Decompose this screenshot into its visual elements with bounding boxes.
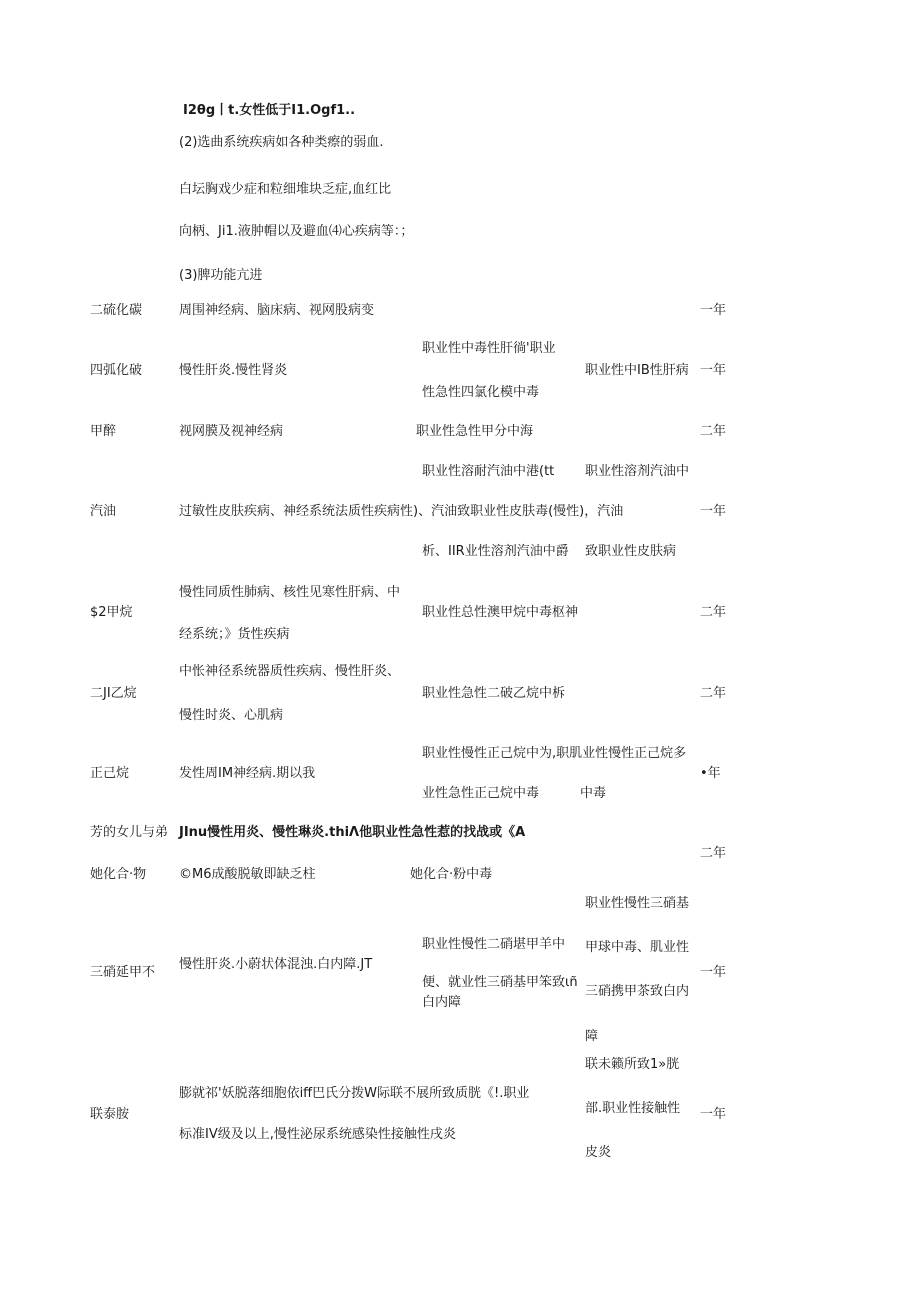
- row-10-disease-c: 白内障: [422, 995, 462, 1010]
- row-7-period: •年: [700, 766, 721, 781]
- row-10-disease-b: 便、就业性三硝基甲笨致ιñ: [422, 975, 578, 990]
- row-5-substance: $2甲烷: [90, 605, 133, 620]
- row-2-contraindication: 慢性肝炎.慢性肾炎: [179, 363, 288, 378]
- row-10-disease-a: 职业性慢性二硝堪甲羊中: [422, 937, 566, 952]
- row-11-contraindication-a: 膨就祁'妖脱落细胞依iff巴氏分拨W际联不展所致质胱《!.职业: [179, 1086, 530, 1101]
- row-3-period: 二年: [700, 424, 727, 439]
- row-1-substance: 二硫化碳: [90, 303, 143, 318]
- row-11-contraindication-b: 标准IV级及以上,慢性泌尿系统感染性接触性戌炎: [179, 1127, 456, 1142]
- row-7-disease-bottom: 业性急性正己烷中毒: [422, 786, 540, 801]
- row-5-period: 二年: [700, 605, 727, 620]
- header-line-3: 白坛胸戏少症和粒细堆块乏症,血红比: [179, 182, 392, 197]
- row-5-contraindication-b: 经系统；》货性疾病: [179, 627, 290, 642]
- row-11-substance: 联泰胺: [90, 1107, 130, 1122]
- row-10-contraindication: 慢性肝炎.小蔚状体混浊.白内障.JT: [179, 957, 373, 972]
- row-1-period: 一年: [700, 303, 727, 318]
- row-8-period: 二年: [700, 846, 727, 861]
- row-7-disease-extra-bottom: 中毒: [580, 786, 607, 801]
- row-8-substance: 芳的女儿与弟: [90, 825, 169, 840]
- row-9-substance: 她化合·物: [90, 867, 147, 882]
- row-7-substance: 正己烷: [90, 766, 130, 781]
- row-11-disease-extra-c: 皮炎: [585, 1145, 612, 1160]
- row-3-substance: 甲醉: [90, 424, 117, 439]
- row-1-contraindication: 周围神经病、脑床病、视网股病变: [179, 303, 375, 318]
- row-11-disease-extra-b: 部.职业性接触性: [585, 1101, 681, 1116]
- row-4-substance: 汽油: [90, 504, 117, 519]
- header-line-4: 向柄、Ji1.液肿帽以及避血⑷心疾病等：；: [179, 224, 414, 239]
- row-5-disease: 职业性总性澳甲烷中毒枢神: [422, 605, 579, 620]
- row-3-disease: 职业性急性甲分中海: [416, 424, 534, 439]
- row-11-period: 一年: [700, 1107, 727, 1122]
- row-10-disease-extra-c: 三硝携甲茶致白内: [585, 984, 690, 999]
- row-4-disease-top: 职业性溶耐汽油中港(tt: [422, 464, 555, 479]
- row-2-substance: 四弧化破: [90, 363, 143, 378]
- row-2-period: 一年: [700, 363, 727, 378]
- row-7-contraindication: 发性周IM神经病.期以我: [179, 766, 316, 781]
- row-4-disease-extra-bottom: 致职业性皮肤病: [585, 544, 677, 559]
- row-2-disease-extra: 职业性中IB性肝病: [585, 363, 689, 378]
- row-10-period: 一年: [700, 965, 727, 980]
- row-11-disease-extra-a: 联未籁所致1»胱: [585, 1057, 680, 1072]
- row-4-disease-bottom: 析、IIR业性溶剂汽油中爵: [422, 544, 569, 559]
- row-6-substance: 二JI乙烷: [90, 686, 137, 701]
- row-9-disease: 她化合·粉中毒: [410, 867, 493, 882]
- row-4-period: 一年: [700, 504, 727, 519]
- row-10-disease-extra-b: 甲球中毒、肌业性: [585, 940, 690, 955]
- row-2-disease-b: 性急性四氯化模中毒: [422, 385, 540, 400]
- row-10-substance: 三硝延甲不: [90, 965, 156, 980]
- row-6-contraindication-b: 慢性时炎、心肌病: [179, 708, 284, 723]
- row-8-contraindication: JInu慢性用炎、慢性琳炎.thiΛ他职业性急性惹的找战或《A: [179, 825, 526, 840]
- header-line-2: (2)选曲系统疾病如各种类瘵的弱血.: [179, 135, 384, 150]
- row-2-disease-a: 职业性中毒性肝徜'职业: [422, 341, 556, 356]
- header-line-5: (3)脾功能亢进: [179, 268, 263, 283]
- row-3-contraindication: 视网膜及视神经病: [179, 424, 284, 439]
- row-4-disease-extra-top: 职业性溶剂汽油中: [585, 464, 690, 479]
- row-10-disease-extra-d: 障: [585, 1029, 599, 1044]
- row-10-disease-extra-a: 职业性慢性三硝基: [585, 896, 690, 911]
- row-6-period: 二年: [700, 686, 727, 701]
- row-7-disease-top: 职业性慢性正己烷中为,职肌业性慢性正己烷多: [422, 746, 687, 761]
- row-9-contraindication: ©M6成酸脱敏即缺乏柱: [179, 867, 316, 882]
- row-4-contraindication: 过敏性皮肤疾病、神经系统法质性疾病性)、汽油致职业性皮肤毒(慢性)，汽油: [179, 504, 624, 519]
- row-5-contraindication-a: 慢性同质性肺病、核性见寒性肝病、中: [179, 585, 401, 600]
- row-6-disease: 职业性急性二破乙烷中柝: [422, 686, 566, 701]
- header-line-1: I2θg丨t.女性低于I1.Ogf1..: [183, 103, 356, 118]
- row-6-contraindication-a: 中怅神径系统器质性疾病、慢性肝炎、: [179, 664, 401, 679]
